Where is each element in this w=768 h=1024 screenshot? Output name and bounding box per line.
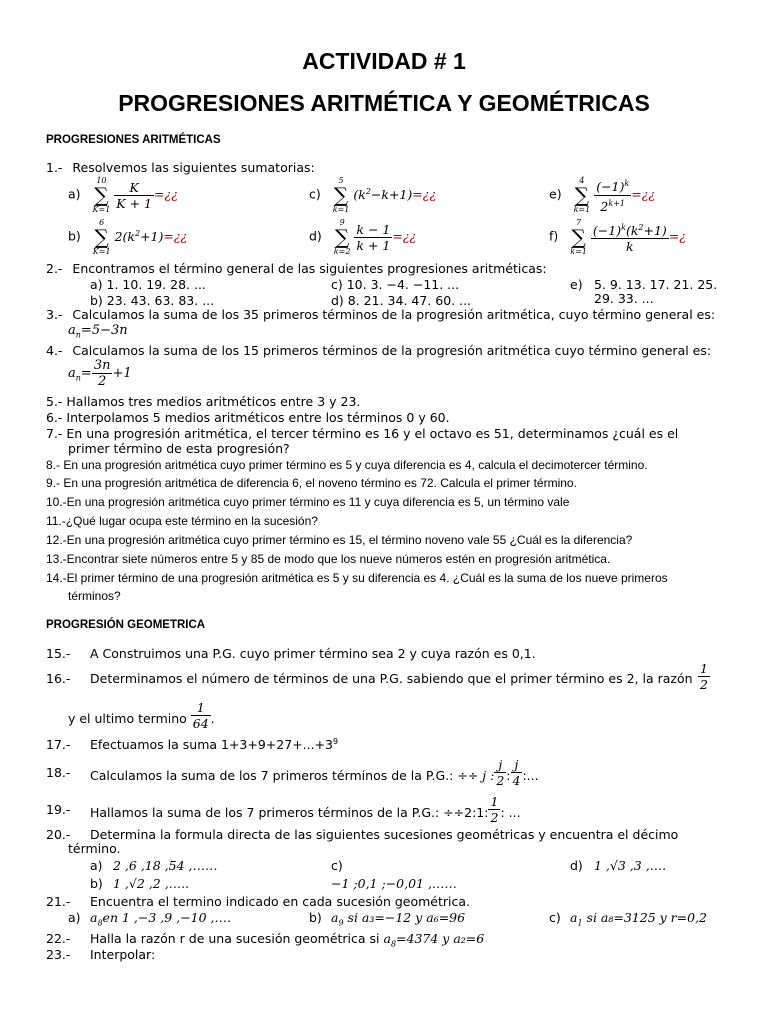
q21-a-value: $a_8en$ 1 ,−3 ,9 ,−10 ,…. <box>90 910 231 928</box>
q19-text: Hallamos la suma de los 7 primeros términos de la P.G.: ÷÷2:1: <box>90 805 489 820</box>
q18-text: Calculamos la suma de los 7 primeros términos de la P.G.: ÷÷ <box>90 768 479 783</box>
q2-d: d) 8. 21. 34. 47. 60. ... <box>331 293 472 308</box>
question-21-number: 21.- <box>46 894 71 909</box>
q2-e-line2: 29. 33. ... <box>594 291 654 306</box>
q16-cont-text: y el ultimo termino <box>68 711 187 726</box>
question-1 <box>46 160 315 175</box>
q17-exponent: 9 <box>333 737 339 746</box>
q2-e-line1: 5. 9. 13. 17. 21. 25. <box>594 277 718 292</box>
item-label: b) <box>68 228 81 244</box>
question-text: Encontramos el término general de las siguientes progresiones aritméticas: <box>72 261 547 276</box>
section-heading-geometrica: PROGRESIÓN GEOMETRICA <box>46 619 206 631</box>
question-16: Determinamos el número de términos de una P.G. sabiendo que el primer término es 2, la razón <box>90 671 693 686</box>
q20-a-value: 2 ,6 ,18 ,54 ,…… <box>113 858 218 873</box>
formula-rhs: =5−3 <box>80 323 120 338</box>
sum-e: e) 4 ∑ k=1 $\frac{(-1)^k}{2^{k+1}}$ =¿¿ <box>549 176 656 214</box>
question-14: 14.-El primer término de una progresión aritmética es 5 y su diferencia es 4. ¿Cuál es la suma de los nueve primeros <box>46 571 668 585</box>
question-number: 1.- <box>46 160 63 175</box>
question-22-number: 22.- <box>46 931 71 946</box>
section-heading-aritmeticas: PROGRESIONES ARITMÉTICAS <box>46 134 221 146</box>
question-14-cont: términos? <box>68 589 121 603</box>
result: =¿¿ <box>412 186 437 202</box>
question-8: 8.- En una progresión aritmética cuyo primer término es 5 y cuya diferencia es 4, calcula el decimotercer término. <box>46 458 648 472</box>
question-12: 12.-En una progresión aritmética cuyo primer término es 15, el término noveno vale 55 ¿Cuál es la diferencia? <box>46 533 633 547</box>
question-23: Interpolar: <box>90 947 156 962</box>
question-15-number: 15.- <box>46 646 71 661</box>
q2-a: a) 1. 10. 19. 28. ... <box>90 277 206 292</box>
q20-b-label: b) <box>90 876 103 891</box>
frac-num: 3 <box>93 358 103 373</box>
question-18-number: 18.- <box>46 765 71 780</box>
question-7: 7.- En una progresión aritmética, el tercer término es 16 y el octavo es 51, determinamos ¿cuál es el <box>46 426 679 441</box>
item-label: c) <box>309 186 321 202</box>
sum-b: b) 6 ∑ K=1 $2(k^2+1)=¿¿$ <box>68 218 188 256</box>
question-number: 2.- <box>46 261 63 276</box>
question-11: 11.-¿Qué lugar ocupa este término en la sucesión? <box>46 514 318 528</box>
q20-d-label: d) <box>570 858 583 873</box>
q2-c: c) 10. 3. −4. −11. ... <box>331 277 460 292</box>
question-10: 10.-En una progresión aritmética cuyo primer término es 11 y cuya diferencia es 5, un término vale <box>46 495 570 509</box>
q16-ratio: $\frac{1}{2}$ <box>700 661 708 692</box>
q21-c-text: si a₈=3125 y r=0,2 <box>586 910 708 925</box>
q3-formula: $a_n=5-3n$ <box>68 323 128 340</box>
q18-tail: :... <box>522 768 539 783</box>
result: =¿¿ <box>631 186 656 202</box>
item-label: a) <box>68 186 81 202</box>
formula-var: n <box>119 323 128 338</box>
q21-c-label: c) <box>549 910 561 925</box>
q2-b: b) 23. 43. 63. 83. ... <box>90 293 215 308</box>
question-3 <box>46 307 715 322</box>
sum-a: a) 10 ∑ K=1 $\frac{K}{K + 1}$ =¿¿ <box>68 176 178 214</box>
question-2 <box>46 261 547 276</box>
result: =¿¿ <box>154 186 178 202</box>
question-4 <box>46 343 711 358</box>
q21-b-label: b) <box>309 910 322 925</box>
result: =¿¿ <box>163 228 188 244</box>
item-label: f) <box>549 228 559 244</box>
item-label: e) <box>549 186 562 202</box>
question-6: 6.- Interpolamos 5 medios aritméticos entre los términos 0 y 60. <box>46 410 450 425</box>
q2-e-label: e) <box>570 277 583 292</box>
question-number: 3.- <box>46 307 63 322</box>
question-text: Calculamos la suma de los 15 primeros términos de la progresión aritmética cuyo término general es: <box>72 343 712 358</box>
question-text: Calculamos la suma de los 35 primeros términos de la progresión aritmética, cuyo término general es: <box>72 307 716 322</box>
q19-tail: : ... <box>500 805 521 820</box>
question-23-number: 23.- <box>46 947 71 962</box>
q21-b-value: $a_9$ si a₃=−12 y a₆=96 <box>331 910 466 928</box>
question-19-number: 19.- <box>46 802 71 817</box>
result: =¿¿ <box>392 228 417 244</box>
q20-b-value: 1 ,√2 ,2 ,….. <box>113 876 190 891</box>
question-number: 4.- <box>46 343 63 358</box>
frac-den: 2 <box>98 374 107 389</box>
question-19: Hallamos la suma de los 7 primeros términos de la P.G.: ÷÷2:1: $\frac{1}{2}$ : ... <box>90 794 521 825</box>
question-20-number: 20.- <box>46 827 71 842</box>
question-15: A Construimos una P.G. cuyo primer término sea 2 y cuya razón es 0,1. <box>90 646 536 661</box>
question-16-cont: y el ultimo termino $\frac{1}{64}$ . <box>68 700 215 731</box>
item-label: d) <box>309 228 322 244</box>
q21-a-label: a) <box>68 910 81 925</box>
title: ACTIVIDAD # 1 <box>302 48 466 74</box>
formula-plus: +1 <box>112 366 132 381</box>
question-16-number: 16.- <box>46 671 71 686</box>
sum-d: d) 9 ∑ k=2 $\frac{k - 1}{k + 1}$ =¿¿ <box>309 218 417 256</box>
question-22: Halla la razón r de una sucesión geométrica si $a_8=4374$ y a₂=6 <box>90 931 485 949</box>
q21-b-text: si a₃=−12 y a₆=96 <box>347 910 466 925</box>
question-text: Resolvemos las siguientes sumatorias: <box>72 160 315 175</box>
question-21: Encuentra el termino indicado en cada sucesión geométrica. <box>90 894 471 909</box>
question-17-number: 17.- <box>46 737 71 752</box>
q22-text: Halla la razón r de una sucesión geométrica si <box>90 931 380 946</box>
q21-a-text: en 1 ,−3 ,9 ,−10 ,…. <box>102 910 231 925</box>
q20-a-label: a) <box>90 858 103 873</box>
question-7-cont: primer término de esta progresión? <box>68 441 290 456</box>
q20-d-value: 1 ,√3 ,3 ,…. <box>594 858 667 873</box>
result: =¿ <box>668 228 686 244</box>
question-13: 13.-Encontrar siete números entre 5 y 85 de modo que los nueve números estén en progresión aritmética. <box>46 552 611 566</box>
question-17 <box>90 737 338 752</box>
q21-c-value: $a_1$ si a₈=3125 y r=0,2 <box>570 910 708 928</box>
sum-f: f) 7 ∑ k=1 $\frac{(-1)^k(k^2+1)}{k}$ =¿ <box>549 218 686 256</box>
question-20-cont: término. <box>68 841 121 856</box>
question-5: 5.- Hallamos tres medios aritméticos entre 3 y 23. <box>46 394 361 409</box>
q22-value: =4374 y a₂=6 <box>396 931 485 946</box>
sum-c: c) 5 ∑ k=1 $(k^2-k+1)=¿¿$ <box>309 176 437 214</box>
q20-c-value: −1 ;0,1 ;−0,01 ,…… <box>331 876 457 891</box>
q17-text: Efectuamos la suma 1+3+9+27+...+3 <box>90 737 334 753</box>
subtitle: PROGRESIONES ARITMÉTICA Y GEOMÉTRICAS <box>118 90 650 116</box>
question-20: Determina la formula directa de las siguientes sucesiones geométricas y encuentra el décimo <box>90 827 679 842</box>
q20-c-label: c) <box>331 858 343 873</box>
question-18: Calculamos la suma de los 7 primeros términos de la P.G.: ÷÷ j : $\frac{j}{2}$ : $\frac{j}{4}$ :... <box>90 757 539 788</box>
question-9: 9.- En una progresión aritmética de diferencia 6, el noveno término es 72. Calcula el primer término. <box>46 476 577 490</box>
q4-formula: $a_n=$ $\frac{3n}{2}$ +1 <box>68 358 132 389</box>
